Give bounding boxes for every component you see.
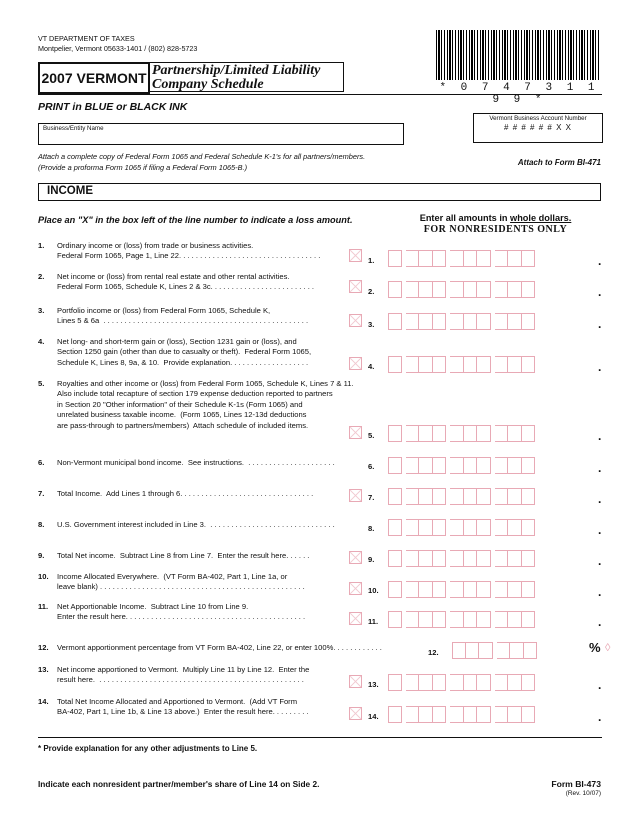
line-1 <box>38 241 350 262</box>
line-label: 10. <box>368 586 379 595</box>
amount-field[interactable] <box>388 356 535 374</box>
digit-cell[interactable] <box>388 519 402 536</box>
decimal-point: . <box>598 461 602 475</box>
title-divider <box>38 94 602 95</box>
agency-name: VT DEPARTMENT OF TAXES <box>38 34 135 43</box>
line-2 <box>38 272 350 293</box>
digit-cell[interactable] <box>450 356 464 373</box>
digit-cell[interactable] <box>406 550 420 567</box>
loss-checkbox[interactable] <box>349 489 362 502</box>
digit-cell[interactable] <box>419 550 433 567</box>
digit-cell[interactable] <box>522 581 536 598</box>
line-4 <box>38 337 350 368</box>
form-revision: (Rev. 10/07) <box>565 790 601 797</box>
digit-cell[interactable] <box>477 457 491 474</box>
loss-checkbox[interactable] <box>349 357 362 370</box>
decimal-point: . <box>598 317 602 331</box>
digit-cell[interactable] <box>477 674 491 691</box>
digit-cell[interactable] <box>419 488 433 505</box>
digit-cell[interactable] <box>388 488 402 505</box>
amount-field[interactable] <box>452 642 537 660</box>
digit-cell[interactable] <box>508 356 522 373</box>
attach-line2: (Provide a proforma Form 1065 if filing a Federal Form 1065-B.) <box>38 162 248 172</box>
digit-cell[interactable] <box>522 488 536 505</box>
digit-cell[interactable] <box>464 519 478 536</box>
digit-cell[interactable] <box>497 642 511 659</box>
digit-cell[interactable] <box>477 313 491 330</box>
digit-cell[interactable] <box>450 457 464 474</box>
line-label: 9. <box>368 555 375 564</box>
line-number: 8. <box>38 520 45 529</box>
line-12 <box>38 643 382 653</box>
line-number: 12. <box>38 643 49 652</box>
line-label: 3. <box>368 320 375 329</box>
digit-cell[interactable] <box>522 250 536 267</box>
line-number: 1. <box>38 241 45 250</box>
line-13 <box>38 665 350 686</box>
digit-cell[interactable] <box>522 313 536 330</box>
line-description: Net Apportionable Income. Subtract Line 10 from Line 9. Enter the result here. . . . . . . . . . . . . . . . . . . . . . . . . . . . . . . . . . . . . . . . . . . <box>57 602 306 622</box>
account-number-value: # # # # # # X X <box>504 123 572 132</box>
digit-cell[interactable] <box>433 250 447 267</box>
amount-instruction <box>408 213 583 235</box>
line5-footnote: * Provide explanation for any other adjustments to Line 5. <box>38 744 258 753</box>
digit-cell[interactable] <box>477 550 491 567</box>
amount-field[interactable] <box>388 581 535 599</box>
digit-cell[interactable] <box>388 611 402 628</box>
decimal-point: . <box>598 710 602 724</box>
digit-cell[interactable] <box>388 550 402 567</box>
digit-cell[interactable] <box>388 281 402 298</box>
digit-cell[interactable] <box>464 706 478 723</box>
digit-cell[interactable] <box>522 706 536 723</box>
decimal-point: . <box>598 554 602 568</box>
line-3 <box>38 306 350 327</box>
digit-cell[interactable] <box>510 642 524 659</box>
digit-cell[interactable] <box>508 550 522 567</box>
digit-cell[interactable] <box>406 356 420 373</box>
line-description: Portfolio income or (loss) from Federal Form 1065, Schedule K, Lines 5 & 6a . . . . . . . . . . . . . . . . . . . . . . . . . . . . . . . . . . . . . . . . . . . . . . . . . <box>57 306 309 326</box>
ink-instruction: PRINT in BLUE or BLACK INK <box>38 101 188 113</box>
digit-cell[interactable] <box>433 457 447 474</box>
line-7 <box>38 489 350 499</box>
percent-sign: % <box>589 640 601 655</box>
attach-to-form: Attach to Form BI-471 <box>517 158 601 167</box>
digit-cell[interactable] <box>477 281 491 298</box>
digit-cell[interactable] <box>495 488 509 505</box>
form-title-line2: Company Schedule <box>152 77 264 92</box>
decimal-point: . <box>598 523 602 537</box>
digit-cell[interactable] <box>524 642 538 659</box>
digit-cell[interactable] <box>495 457 509 474</box>
loss-checkbox[interactable] <box>349 612 362 625</box>
line-label: 5. <box>368 431 375 440</box>
line-number: 10. <box>38 572 49 581</box>
line-description: Net long- and short-term gain or (loss), Section 1231 gain or (loss), and Section 1250 gain (other than due to casualty or theft). Federal Form 1065, Schedule K, Lines 8, 9a, & 10. Provide explanation. . . . . . . . . . . . . . . . . . . <box>57 337 312 367</box>
digit-cell[interactable] <box>495 250 509 267</box>
digit-cell[interactable] <box>477 250 491 267</box>
amount-field[interactable] <box>388 457 535 475</box>
line-description: Royalties and other income or (loss) from Federal Form 1065, Schedule K, Lines 7 & 11. Also include total recapture of section 179 expense deduction reported to partners in Section 20 "Other information" of their Schedule K-1s (Form 1065) and unrelated business taxable income. (Form 1065, Lines 12-13d deductions are pass-through to partners/members) Attach schedule of included items. <box>57 379 354 430</box>
loss-checkbox[interactable] <box>349 707 362 720</box>
amount-field[interactable] <box>388 706 535 724</box>
digit-cell[interactable] <box>406 611 420 628</box>
decimal-point: . <box>598 492 602 506</box>
digit-cell[interactable] <box>419 425 433 442</box>
line-description: Total Net income. Subtract Line 8 from Line 7. Enter the result here. . . . . . <box>57 551 310 560</box>
line-description: Total Income. Add Lines 1 through 6. . . . . . . . . . . . . . . . . . . . . . . . . . . . . . . . <box>57 489 314 498</box>
digit-cell[interactable] <box>406 425 420 442</box>
digit-cell[interactable] <box>406 519 420 536</box>
form-number: Form BI-473 <box>551 779 601 789</box>
digit-cell[interactable] <box>477 611 491 628</box>
digit-cell[interactable] <box>419 674 433 691</box>
digit-cell[interactable] <box>433 281 447 298</box>
line-number: 4. <box>38 337 45 346</box>
digit-cell[interactable] <box>406 674 420 691</box>
digit-cell[interactable] <box>450 425 464 442</box>
digit-cell[interactable] <box>477 519 491 536</box>
amount-instruction-prefix: Enter all amounts in <box>419 213 511 223</box>
digit-cell[interactable] <box>406 581 420 598</box>
amount-field[interactable] <box>388 611 535 629</box>
digit-cell[interactable] <box>406 488 420 505</box>
digit-cell[interactable] <box>433 611 447 628</box>
line-label: 6. <box>368 462 375 471</box>
digit-cell[interactable] <box>495 550 509 567</box>
decimal-point: . <box>598 678 602 692</box>
digit-cell[interactable] <box>495 519 509 536</box>
line-5 <box>38 379 354 431</box>
amount-field[interactable] <box>388 488 535 506</box>
line-description: Ordinary income or (loss) from trade or business activities. Federal Form 1065, Page 1, Line 22. . . . . . . . . . . . . . . . . . . . . . . . . . . . . . . . . . <box>57 241 321 261</box>
digit-cell[interactable] <box>477 581 491 598</box>
digit-cell[interactable] <box>388 250 402 267</box>
digit-cell[interactable] <box>495 313 509 330</box>
digit-cell[interactable] <box>464 356 478 373</box>
digit-cell[interactable] <box>452 642 466 659</box>
digit-cell[interactable] <box>477 425 491 442</box>
digit-cell[interactable] <box>419 457 433 474</box>
income-heading: INCOME <box>38 183 601 201</box>
decimal-point: . <box>598 429 602 443</box>
decimal-point: . <box>598 254 602 268</box>
loss-checkbox[interactable] <box>349 249 362 262</box>
line-number: 7. <box>38 489 45 498</box>
digit-cell[interactable] <box>466 642 480 659</box>
digit-cell[interactable] <box>450 250 464 267</box>
digit-cell[interactable] <box>479 642 493 659</box>
line-8 <box>38 520 350 530</box>
digit-cell[interactable] <box>433 581 447 598</box>
digit-cell[interactable] <box>450 674 464 691</box>
digit-cell[interactable] <box>508 457 522 474</box>
digit-cell[interactable] <box>433 674 447 691</box>
digit-cell[interactable] <box>419 706 433 723</box>
digit-cell[interactable] <box>477 356 491 373</box>
amount-field[interactable] <box>388 281 535 299</box>
digit-cell[interactable] <box>433 519 447 536</box>
amount-field[interactable] <box>388 519 535 537</box>
line-number: 13. <box>38 665 49 674</box>
line-number: 5. <box>38 379 45 388</box>
digit-cell[interactable] <box>388 674 402 691</box>
digit-cell[interactable] <box>406 457 420 474</box>
digit-cell[interactable] <box>508 581 522 598</box>
digit-cell[interactable] <box>450 519 464 536</box>
agency-address: Montpelier, Vermont 05633-1401 / (802) 828-5723 <box>38 44 198 53</box>
side2-instruction: Indicate each nonresident partner/member's share of Line 14 on Side 2. <box>38 779 320 789</box>
digit-cell[interactable] <box>464 550 478 567</box>
digit-cell[interactable] <box>522 356 536 373</box>
amount-field[interactable] <box>388 313 535 331</box>
digit-cell[interactable] <box>433 313 447 330</box>
digit-cell[interactable] <box>508 250 522 267</box>
digit-cell[interactable] <box>522 674 536 691</box>
line-number: 6. <box>38 458 45 467</box>
digit-cell[interactable] <box>522 457 536 474</box>
line-number: 2. <box>38 272 45 281</box>
digit-cell[interactable] <box>508 706 522 723</box>
line-number: 3. <box>38 306 45 315</box>
diamond-icon: ◊ <box>605 642 611 654</box>
digit-cell[interactable] <box>508 488 522 505</box>
digit-cell[interactable] <box>388 356 402 373</box>
digit-cell[interactable] <box>464 457 478 474</box>
business-name-label: Business/Entity Name <box>43 125 104 132</box>
digit-cell[interactable] <box>419 313 433 330</box>
line-label: 4. <box>368 362 375 371</box>
digit-cell[interactable] <box>508 281 522 298</box>
attach-line1: Attach a complete copy of Federal Form 1065 and Federal Schedule K-1's for all partners/members. <box>38 152 366 161</box>
form-year: 2007 VERMONT <box>38 62 150 94</box>
line-11 <box>38 602 350 623</box>
digit-cell[interactable] <box>450 281 464 298</box>
digit-cell[interactable] <box>464 581 478 598</box>
digit-cell[interactable] <box>477 488 491 505</box>
account-number-label: Vermont Business Account Number <box>489 115 587 122</box>
digit-cell[interactable] <box>450 313 464 330</box>
digit-cell[interactable] <box>464 313 478 330</box>
loss-checkbox[interactable] <box>349 551 362 564</box>
line-description: Income Allocated Everywhere. (VT Form BA-402, Part 1, Line 1a, or leave blank) . . . . . . . . . . . . . . . . . . . . . . . . . . . . . . . . . . . . . . . . . . . . . . . . . <box>57 572 305 592</box>
whole-dollars: whole dollars. <box>510 213 572 223</box>
agency-header <box>38 34 197 54</box>
digit-cell[interactable] <box>450 706 464 723</box>
digit-cell[interactable] <box>450 611 464 628</box>
line-number: 11. <box>38 602 49 611</box>
digit-cell[interactable] <box>433 550 447 567</box>
line-description: Net income or (loss) from rental real estate and other rental activities. Federal Form 1065, Schedule K, Lines 2 & 3c. . . . . . . . . . . . . . . . . . . . . . . . . <box>57 272 315 292</box>
decimal-point: . <box>598 585 602 599</box>
digit-cell[interactable] <box>450 488 464 505</box>
digit-cell[interactable] <box>388 706 402 723</box>
digit-cell[interactable] <box>419 356 433 373</box>
digit-cell[interactable] <box>388 457 402 474</box>
digit-cell[interactable] <box>495 281 509 298</box>
digit-cell[interactable] <box>433 706 447 723</box>
digit-cell[interactable] <box>406 313 420 330</box>
line-label: 12. <box>428 648 439 657</box>
line-14 <box>38 697 350 718</box>
digit-cell[interactable] <box>433 488 447 505</box>
digit-cell[interactable] <box>522 550 536 567</box>
loss-checkbox[interactable] <box>349 426 362 439</box>
line-description: Non-Vermont municipal bond income. See instructions. . . . . . . . . . . . . . . . . . . . . . <box>57 458 335 467</box>
decimal-point: . <box>598 285 602 299</box>
digit-cell[interactable] <box>477 706 491 723</box>
barcode-number: * 0 7 4 7 3 1 1 9 9 * <box>439 82 599 106</box>
digit-cell[interactable] <box>464 250 478 267</box>
digit-cell[interactable] <box>406 281 420 298</box>
digit-cell[interactable] <box>508 611 522 628</box>
account-number-field[interactable] <box>473 113 603 143</box>
line-label: 13. <box>368 680 379 689</box>
digit-cell[interactable] <box>508 313 522 330</box>
digit-cell[interactable] <box>495 356 509 373</box>
digit-cell[interactable] <box>522 611 536 628</box>
digit-cell[interactable] <box>464 611 478 628</box>
loss-checkbox[interactable] <box>349 675 362 688</box>
decimal-point: . <box>598 615 602 629</box>
nonresidents-label: FOR NONRESIDENTS ONLY <box>423 224 568 235</box>
form-title <box>148 62 344 92</box>
line-label: 7. <box>368 493 375 502</box>
digit-cell[interactable] <box>450 550 464 567</box>
loss-checkbox[interactable] <box>349 582 362 595</box>
amount-field[interactable] <box>388 425 535 443</box>
line-description: Vermont apportionment percentage from VT Form BA-402, Line 22, or enter 100%. . . . . . . . . . . . <box>57 643 382 652</box>
loss-checkbox[interactable] <box>349 280 362 293</box>
digit-cell[interactable] <box>495 611 509 628</box>
digit-cell[interactable] <box>522 519 536 536</box>
digit-cell[interactable] <box>522 281 536 298</box>
amount-field[interactable] <box>388 250 535 268</box>
decimal-point: . <box>598 360 602 374</box>
form-title-line1: Partnership/Limited Liability <box>152 63 321 78</box>
line-label: 8. <box>368 524 375 533</box>
line-label: 14. <box>368 712 379 721</box>
digit-cell[interactable] <box>388 425 402 442</box>
digit-cell[interactable] <box>419 281 433 298</box>
digit-cell[interactable] <box>464 281 478 298</box>
digit-cell[interactable] <box>495 425 509 442</box>
digit-cell[interactable] <box>419 519 433 536</box>
digit-cell[interactable] <box>433 425 447 442</box>
digit-cell[interactable] <box>388 581 402 598</box>
digit-cell[interactable] <box>419 250 433 267</box>
digit-cell[interactable] <box>508 519 522 536</box>
line-9 <box>38 551 350 561</box>
line-10 <box>38 572 350 593</box>
loss-checkbox[interactable] <box>349 314 362 327</box>
digit-cell[interactable] <box>406 250 420 267</box>
digit-cell[interactable] <box>450 581 464 598</box>
line-description: Net income apportioned to Vermont. Multiply Line 11 by Line 12. Enter the result here. . . . . . . . . . . . . . . . . . . . . . . . . . . . . . . . . . . . . . . . . . . . . . . . . . <box>57 665 310 685</box>
digit-cell[interactable] <box>388 313 402 330</box>
digit-cell[interactable] <box>464 488 478 505</box>
digit-cell[interactable] <box>406 706 420 723</box>
line-number: 14. <box>38 697 49 706</box>
line-description: Total Net Income Allocated and Apportioned to Vermont. (Add VT Form BA-402, Part 1, Line 1b, & Line 13 above.) Enter the result here. . . . . . . . . <box>57 697 309 717</box>
line-number: 9. <box>38 551 45 560</box>
amount-field[interactable] <box>388 550 535 568</box>
line-label: 11. <box>368 617 379 626</box>
attach-instructions <box>38 152 365 173</box>
digit-cell[interactable] <box>464 674 478 691</box>
digit-cell[interactable] <box>495 706 509 723</box>
line-6 <box>38 458 350 468</box>
digit-cell[interactable] <box>419 611 433 628</box>
line-description: U.S. Government interest included in Line 3. . . . . . . . . . . . . . . . . . . . . . . . . . . . . . . <box>57 520 335 529</box>
loss-instruction: Place an "X" in the box left of the line number to indicate a loss amount. <box>38 215 353 225</box>
digit-cell[interactable] <box>508 674 522 691</box>
line-label: 2. <box>368 287 375 296</box>
business-name-field[interactable] <box>38 123 404 145</box>
digit-cell[interactable] <box>522 425 536 442</box>
digit-cell[interactable] <box>495 674 509 691</box>
footer-divider <box>38 737 602 738</box>
digit-cell[interactable] <box>508 425 522 442</box>
digit-cell[interactable] <box>433 356 447 373</box>
digit-cell[interactable] <box>495 581 509 598</box>
amount-field[interactable] <box>388 674 535 692</box>
barcode <box>436 30 600 80</box>
digit-cell[interactable] <box>464 425 478 442</box>
line-label: 1. <box>368 256 375 265</box>
digit-cell[interactable] <box>419 581 433 598</box>
